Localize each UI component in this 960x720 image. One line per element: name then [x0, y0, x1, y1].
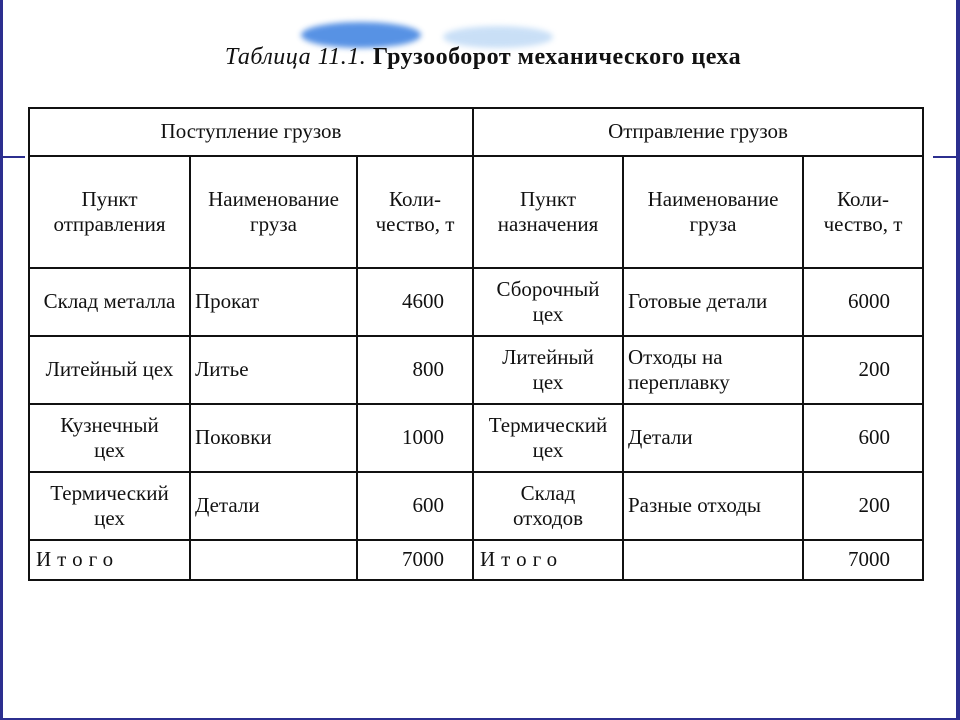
cell-text: Термический: [50, 480, 169, 505]
total-empty-in: [190, 540, 357, 580]
slide-rule-left: [3, 156, 25, 158]
cell-text: 4600: [402, 289, 444, 314]
cell-text: чество, т: [375, 212, 455, 236]
in-qty-cell: [357, 268, 473, 336]
total-qty-in: [357, 540, 473, 580]
cell-text: Склад: [520, 480, 576, 505]
total-row: [29, 540, 923, 580]
out-point-cell: [473, 404, 623, 472]
cell-text: Литье: [195, 357, 249, 382]
cell-text: назначения: [497, 212, 599, 236]
cell-text: Детали: [195, 493, 260, 518]
cell-text: переплавку: [628, 370, 730, 394]
in-point-cell: [29, 336, 190, 404]
header-out-qty: [803, 156, 923, 268]
cell-text: Литейный цех: [45, 357, 174, 382]
out-qty-cell: [803, 472, 923, 540]
table-row: [29, 268, 923, 336]
header-out-point: [473, 156, 623, 268]
out-cargo-cell: [623, 404, 803, 472]
header-out-cargo: [623, 156, 803, 268]
out-point-cell: [473, 268, 623, 336]
out-qty-cell: [803, 336, 923, 404]
cell-text: цех: [532, 370, 564, 394]
cell-text: Коли-: [389, 186, 441, 211]
cell-text: Прокат: [195, 289, 260, 314]
header-in-cargo: [190, 156, 357, 268]
cell-text: Пункт: [81, 186, 138, 211]
cell-text: 800: [412, 357, 444, 382]
cell-text: Наименование: [208, 186, 339, 211]
cell-text: цех: [532, 438, 564, 462]
cell-text: Готовые детали: [628, 289, 768, 314]
total-empty-out: [623, 540, 803, 580]
cell-text: Сборочный: [496, 276, 600, 301]
out-cargo-cell: [623, 268, 803, 336]
header-in-point: [29, 156, 190, 268]
in-qty-cell: [357, 404, 473, 472]
in-point-cell: [29, 268, 190, 336]
cell-text: цех: [532, 302, 564, 326]
slide-rule-right: [933, 156, 959, 158]
cell-text: цех: [94, 438, 125, 462]
table-row: [29, 404, 923, 472]
cell-text: Разные отходы: [628, 493, 762, 518]
cell-text: 6000: [848, 289, 891, 314]
group-header-row: [29, 108, 923, 156]
in-cargo-cell: [190, 268, 357, 336]
table-caption: Грузооборот механического цеха: [372, 44, 742, 70]
cargo-table: [28, 107, 924, 581]
out-qty-cell: [803, 404, 923, 472]
cell-text: Отходы на: [628, 344, 723, 369]
cell-text: 7000: [848, 547, 891, 572]
in-qty-cell: [357, 472, 473, 540]
header-in-qty: [357, 156, 473, 268]
cell-text: Пункт: [519, 186, 576, 211]
table-title: [3, 44, 960, 71]
in-point-cell: [29, 472, 190, 540]
out-cargo-cell: [623, 336, 803, 404]
table-number: Таблица 11.1.: [224, 44, 367, 70]
cell-text: Литейный: [502, 344, 594, 369]
cell-text: Термический: [488, 412, 608, 437]
table-row: [29, 472, 923, 540]
cell-text: груза: [250, 212, 297, 236]
cell-text: груза: [689, 212, 737, 236]
cell-text: Кузнечный: [60, 412, 159, 437]
total-label-out: [473, 540, 623, 580]
cell-text: отправления: [53, 212, 166, 236]
group-outgoing: Отправление грузов: [473, 108, 923, 156]
in-qty-cell: [357, 336, 473, 404]
cell-text: Поковки: [195, 425, 272, 450]
out-cargo-cell: [623, 472, 803, 540]
in-cargo-cell: [190, 336, 357, 404]
total-label-in: [29, 540, 190, 580]
column-header-row: [29, 156, 923, 268]
cell-text: Детали: [628, 425, 693, 450]
total-qty-out: [803, 540, 923, 580]
out-point-cell: [473, 336, 623, 404]
cell-text: Наименование: [647, 186, 779, 211]
in-point-cell: [29, 404, 190, 472]
cell-text: цех: [94, 506, 125, 530]
group-incoming: Поступление грузов: [29, 108, 473, 156]
cell-text: 200: [858, 357, 891, 382]
cell-text: Итого: [36, 547, 120, 572]
cell-text: чество, т: [823, 212, 903, 236]
cell-text: 600: [412, 493, 444, 518]
in-cargo-cell: [190, 404, 357, 472]
in-cargo-cell: [190, 472, 357, 540]
cell-text: Коли-: [837, 186, 889, 211]
cell-text: Итого: [480, 547, 564, 572]
cell-text: 200: [858, 493, 891, 518]
cell-text: 600: [858, 425, 891, 450]
cell-text: 1000: [402, 425, 444, 450]
cell-text: Склад металла: [43, 289, 176, 314]
out-point-cell: [473, 472, 623, 540]
cell-text: отходов: [512, 506, 584, 530]
table-row: [29, 336, 923, 404]
cell-text: 7000: [402, 547, 444, 572]
out-qty-cell: [803, 268, 923, 336]
